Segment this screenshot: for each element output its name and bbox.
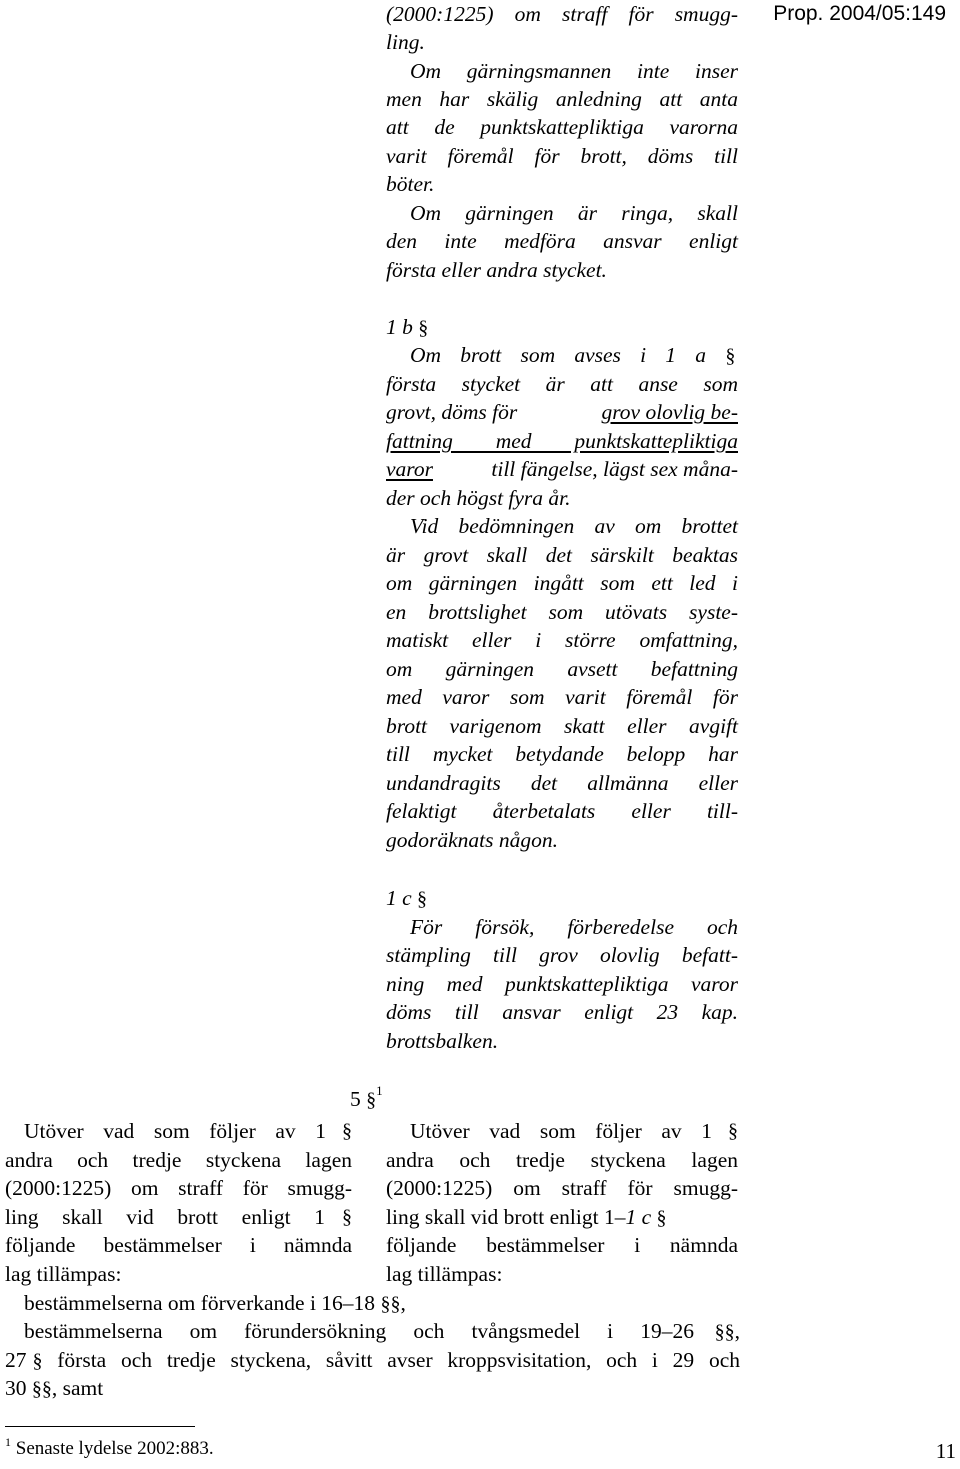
section-heading-1b	[386, 313, 428, 342]
paragraph-text: ling skall vid brott enligt 1	[386, 1205, 615, 1229]
paragraph-line: andra och tredje styckena lagen	[386, 1148, 738, 1172]
punctuation: ,	[734, 1319, 740, 1343]
paragraph-line: är grovt skall det särskilt beaktas	[386, 543, 738, 567]
paragraph-line: döms till ansvar enligt 23 kap.	[386, 1000, 738, 1024]
paragraph-line: undandragits det allmänna eller	[386, 771, 738, 795]
paragraph-line: första eller andra stycket.	[386, 258, 607, 282]
punctuation: ,	[400, 1291, 406, 1315]
paragraph-line: lag tillämpas:	[386, 1262, 503, 1286]
section-symbol: §	[366, 1089, 377, 1111]
section-number: 1 c	[386, 886, 412, 910]
paragraph-line: varit föremål för brott, döms till	[386, 144, 738, 168]
amended-text: varor	[386, 457, 433, 481]
amended-text: fattning med punktskattepliktiga	[386, 429, 738, 453]
paragraph-line: godoräknats någon.	[386, 828, 558, 852]
paragraph-text: första och tredje styckena, såvitt avser kroppsvisitation, och i 29 och	[42, 1348, 740, 1372]
section-symbol: §	[656, 1207, 667, 1229]
paragraph-line: (2000:1225) om straff för smugg-	[5, 1176, 352, 1200]
continuation-line: ling.	[386, 30, 425, 54]
paragraph-line: men har skälig anledning att anta	[386, 87, 738, 111]
paragraph-text: grovt, döms för	[386, 400, 518, 424]
paragraph-text: bestämmelserna om förundersökning och tvångsmedel i 19–26	[24, 1319, 694, 1343]
paragraph-line	[386, 398, 738, 426]
paragraph-text: till fängelse, lägst sex måna-	[486, 457, 738, 481]
footnote-reference: 1	[376, 1083, 383, 1098]
paragraph-line: första stycket är att anse som	[386, 372, 738, 396]
paragraph-line: Om gärningsmannen inte inser	[410, 59, 738, 83]
paragraph-line: För försök, förberedelse och	[410, 915, 738, 939]
section-symbol: §	[32, 1350, 43, 1372]
section-symbol: §§	[31, 1378, 52, 1400]
paragraph-line: om gärningen avsett befattning	[386, 657, 738, 681]
paragraph-text: 30	[5, 1376, 27, 1400]
paragraph-line	[24, 1317, 740, 1346]
paragraph-line: till mycket betydande belopp har	[386, 742, 738, 766]
paragraph-line: böter.	[386, 172, 435, 196]
paragraph-line	[5, 1346, 740, 1375]
section-number: 1 b	[386, 315, 413, 339]
paragraph-line	[24, 1289, 406, 1318]
paragraph-text: ling skall vid brott enligt 1	[5, 1205, 325, 1229]
section-symbol-group	[715, 1317, 740, 1346]
section-symbol: §	[418, 317, 429, 339]
footnote-divider	[5, 1426, 195, 1427]
paragraph-line: stämpling till grov olovlig befatt-	[386, 943, 738, 967]
footnote-text: Senaste lydelse 2002:883.	[15, 1438, 214, 1459]
paragraph-line: lag tillämpas:	[5, 1262, 122, 1286]
amended-text: grov olovlig be-	[601, 400, 738, 424]
paragraph-line: Om gärningen är ringa, skall	[410, 201, 738, 225]
paragraph-line	[5, 1374, 103, 1403]
paragraph-line: med varor som varit föremål för	[386, 685, 738, 709]
paragraph-line	[24, 1117, 352, 1145]
paragraph-line: brottsbalken.	[386, 1029, 499, 1053]
paragraph-line	[386, 1203, 667, 1232]
proposition-label: Prop. 2004/05:149	[773, 2, 946, 25]
section-heading-5	[350, 1085, 383, 1116]
paragraph-line: den inte medföra ansvar enligt	[386, 229, 738, 253]
footnote-number: 1	[5, 1435, 11, 1449]
paragraph-line: följande bestämmelser i nämnda	[5, 1233, 352, 1257]
paragraph-text: Om brott som avses i 1 a	[410, 343, 706, 367]
section-symbol: §	[728, 1120, 738, 1142]
paragraph-line: att de punktskattepliktiga varorna	[386, 115, 738, 139]
section-number: 5	[350, 1087, 361, 1111]
paragraph-text: , samt	[51, 1376, 104, 1400]
paragraph-line: der och högst fyra år.	[386, 486, 571, 510]
section-symbol: §	[725, 345, 736, 367]
paragraph-line	[410, 1117, 738, 1145]
paragraph-line: följande bestämmelser i nämnda	[386, 1233, 738, 1257]
paragraph-text: 27	[5, 1348, 27, 1372]
paragraph-line: ning med punktskattepliktiga varor	[386, 972, 738, 996]
paragraph-text: Utöver vad som följer av 1	[410, 1119, 712, 1143]
paragraph-line	[5, 1203, 352, 1231]
section-heading-1c	[386, 884, 427, 913]
section-symbol: §§	[380, 1293, 401, 1315]
paragraph-text: Utöver vad som följer av 1	[24, 1119, 326, 1143]
paragraph-line: brott varigenom skatt eller avgift	[386, 714, 738, 738]
page-number: 11	[935, 1439, 956, 1463]
section-symbol: §§	[714, 1321, 735, 1343]
paragraph-line: (2000:1225) om straff för smugg-	[386, 1176, 738, 1200]
paragraph-line	[410, 341, 738, 370]
paragraph-line: felaktigt återbetalats eller till-	[386, 799, 738, 823]
paragraph-line: en brottslighet som utövats syste-	[386, 600, 738, 624]
paragraph-line: matiskt eller i större omfattning,	[386, 628, 738, 652]
amended-text: –1 c	[614, 1205, 652, 1229]
paragraph-line	[386, 455, 738, 483]
section-symbol: §	[342, 1206, 352, 1228]
paragraph-line: Vid bedömningen av om brottet	[410, 514, 738, 538]
section-symbol: §	[417, 888, 428, 910]
paragraph-line: andra och tredje styckena lagen	[5, 1148, 352, 1172]
paragraph-line: om gärningen ingått som ett led i	[386, 571, 738, 595]
footnote	[5, 1437, 214, 1462]
continuation-line: (2000:1225) om straff för smugg-	[386, 2, 738, 26]
section-symbol: §	[342, 1120, 352, 1142]
paragraph-text: bestämmelserna om förverkande i 16–18	[24, 1291, 376, 1315]
